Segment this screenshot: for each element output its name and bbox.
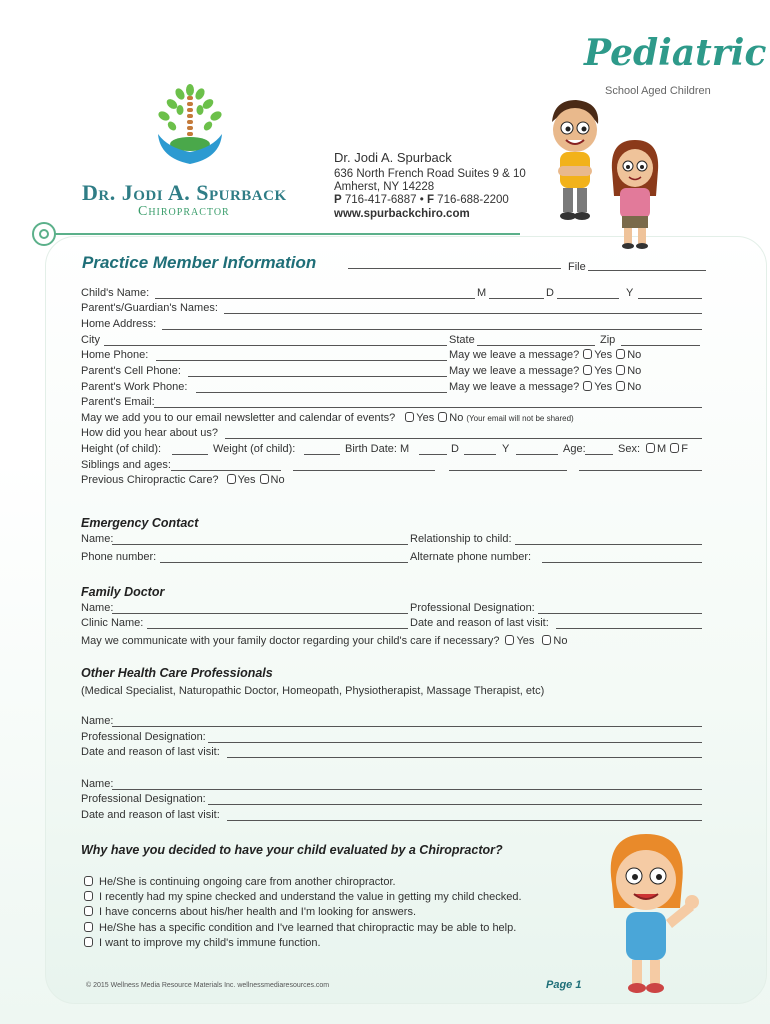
footer-copyright: © 2015 Wellness Media Resource Materials Inc. wellnessmediaresources.com [86, 982, 330, 989]
dob-d-field[interactable] [557, 288, 619, 299]
birth-y-field[interactable] [516, 444, 558, 455]
clinic-name-field[interactable] [147, 618, 408, 629]
hcp1-prof-label: Professional Designation: [81, 731, 206, 743]
spine-tree-logo [150, 82, 230, 174]
hcp1-last-visit-field[interactable] [227, 747, 702, 758]
alt-phone-label: Alternate phone number: [410, 551, 532, 563]
website-url[interactable]: www.spurbackchiro.com [334, 208, 470, 220]
relationship-field[interactable] [515, 534, 702, 545]
why-option-4-checkbox[interactable] [84, 922, 93, 932]
zip-label: Zip [600, 334, 616, 346]
guardians-label: Parent's/Guardian's Names: [81, 302, 218, 314]
practice-subtitle: Chiropractor [138, 204, 230, 219]
childs-name-field[interactable] [155, 288, 475, 299]
height-field[interactable] [172, 444, 208, 455]
cell-phone-label: Parent's Cell Phone: [81, 365, 181, 377]
home-phone-message-question: May we leave a message? Yes No [449, 349, 642, 361]
hcp2-prof-label: Professional Designation: [81, 793, 206, 805]
hcp1-prof-field[interactable] [208, 732, 702, 743]
header-divider [55, 233, 520, 235]
phone-fax-line: P 716-417-6887 • F 716-688-2200 [334, 194, 509, 206]
why-option-4[interactable]: He/She has a specific condition and I've learned that chiropractic may be able to help. [84, 921, 516, 935]
siblings-label: Siblings and ages: [81, 459, 171, 471]
hcp2-last-visit-label: Date and reason of last visit: [81, 809, 220, 821]
why-option-1[interactable]: He/She is continuing ongoing care from another chiropractor. [84, 875, 396, 889]
emergency-name-field[interactable] [112, 534, 408, 545]
cell-phone-message-question: May we leave a message? Yes No [449, 365, 642, 377]
practice-name: Dr. Jodi A. Spurback [82, 180, 287, 205]
family-doctor-last-visit-field[interactable] [556, 618, 702, 629]
state-label: State [449, 334, 475, 346]
title-underline [348, 258, 561, 269]
work-msg-no-checkbox[interactable] [616, 381, 625, 391]
why-title: Why have you decided to have your child evaluated by a Chiropractor? [81, 843, 503, 857]
other-hcp-title: Other Health Care Professionals [81, 666, 273, 680]
cell-msg-no-checkbox[interactable] [616, 365, 625, 375]
dob-y-field[interactable] [638, 288, 702, 299]
boy-cartoon-illustration [538, 96, 612, 226]
weight-label: Weight (of child): [213, 443, 296, 455]
ring-ornament-inner [39, 229, 49, 239]
emergency-phone-field[interactable] [160, 552, 408, 563]
address-line-1: 636 North French Road Suites 9 & 10 [334, 168, 526, 180]
previous-chiro-question: Previous Chiropractic Care? Yes No [81, 474, 285, 486]
cell-phone-field[interactable] [188, 366, 447, 377]
emergency-phone-label: Phone number: [81, 551, 157, 563]
birth-m-field[interactable] [419, 444, 447, 455]
birth-d-label: D [451, 443, 459, 455]
file-label: File [568, 261, 586, 273]
newsletter-yes-checkbox[interactable] [405, 412, 414, 422]
age-label: Age: [563, 443, 586, 455]
work-msg-yes-checkbox[interactable] [583, 381, 592, 391]
family-doctor-last-visit-label: Date and reason of last visit: [410, 617, 549, 629]
hcp2-last-visit-field[interactable] [227, 810, 702, 821]
family-doctor-name-field[interactable] [112, 603, 408, 614]
birth-date-label: Birth Date: M [345, 443, 410, 455]
why-option-2-checkbox[interactable] [84, 891, 93, 901]
form-title: Practice Member Information [82, 253, 317, 272]
girl-waving-illustration [596, 828, 704, 998]
sex-question: Sex: M F [618, 443, 688, 455]
home-msg-no-checkbox[interactable] [616, 349, 625, 359]
work-phone-label: Parent's Work Phone: [81, 381, 188, 393]
newsletter-no-checkbox[interactable] [438, 412, 447, 422]
siblings-field-3[interactable] [449, 460, 567, 471]
why-option-3-checkbox[interactable] [84, 906, 93, 916]
hcp1-name-label: Name: [81, 715, 114, 727]
home-address-field[interactable] [162, 319, 702, 330]
siblings-field-2[interactable] [293, 460, 435, 471]
siblings-field-4[interactable] [579, 460, 702, 471]
address-line-2: Amherst, NY 14228 [334, 181, 435, 193]
sex-m-checkbox[interactable] [646, 443, 655, 453]
family-doctor-title: Family Doctor [81, 585, 165, 599]
birth-d-field[interactable] [464, 444, 496, 455]
hear-about-field[interactable] [225, 428, 702, 439]
family-doctor-prof-field[interactable] [538, 603, 702, 614]
other-hcp-subtitle: (Medical Specialist, Naturopathic Doctor, Homeopath, Physiotherapist, Massage Therapist, etc) [81, 685, 545, 697]
why-option-5-checkbox[interactable] [84, 937, 93, 947]
doctor-name: Dr. Jodi A. Spurback [334, 150, 452, 165]
work-phone-message-question: May we leave a message? Yes No [449, 381, 642, 393]
page-number: Page 1 [546, 979, 582, 991]
alt-phone-field[interactable] [542, 552, 702, 563]
why-option-3[interactable]: I have concerns about his/her health and I'm looking for answers. [84, 905, 416, 919]
hcp1-name-field[interactable] [112, 716, 702, 727]
family-doctor-prof-label: Professional Designation: [410, 602, 535, 614]
zip-field[interactable] [621, 335, 700, 346]
weight-field[interactable] [304, 444, 340, 455]
home-msg-yes-checkbox[interactable] [583, 349, 592, 359]
emergency-name-label: Name: [81, 533, 114, 545]
work-phone-field[interactable] [196, 382, 447, 393]
prev-chiro-no-checkbox[interactable] [260, 474, 269, 484]
family-doctor-name-label: Name: [81, 602, 114, 614]
hcp2-name-field[interactable] [112, 779, 702, 790]
file-field[interactable] [588, 260, 706, 271]
newsletter-question: May we add you to our email newsletter and calendar of events? Yes No (Your email will not be shared) [81, 412, 574, 424]
childs-name-label: Child's Name: [81, 287, 150, 299]
hcp2-prof-field[interactable] [208, 794, 702, 805]
email-label: Parent's Email: [81, 396, 155, 408]
communicate-no-checkbox[interactable] [542, 635, 551, 645]
city-label: City [81, 334, 100, 346]
communicate-question: May we communicate with your family doctor regarding your child's care if necessary? Yes No [81, 635, 568, 647]
relationship-label: Relationship to child: [410, 533, 512, 545]
guardians-field[interactable] [224, 303, 702, 314]
girl-cartoon-illustration [606, 136, 664, 252]
why-option-2[interactable]: I recently had my spine checked and understand the value in getting my child checked. [84, 890, 522, 904]
brand-title: Pediatric [584, 32, 767, 74]
emergency-title: Emergency Contact [81, 516, 199, 530]
dob-m-label: M [477, 287, 487, 299]
age-field[interactable] [585, 444, 613, 455]
hcp2-name-label: Name: [81, 778, 114, 790]
cell-msg-yes-checkbox[interactable] [583, 365, 592, 375]
dob-d-label: D [546, 287, 554, 299]
home-address-label: Home Address: [81, 318, 157, 330]
communicate-yes-checkbox[interactable] [505, 635, 514, 645]
birth-y-label: Y [502, 443, 510, 455]
city-field[interactable] [104, 335, 447, 346]
why-option-5[interactable]: I want to improve my child's immune function. [84, 936, 321, 950]
email-field[interactable] [154, 397, 702, 408]
prev-chiro-yes-checkbox[interactable] [227, 474, 236, 484]
home-phone-label: Home Phone: [81, 349, 149, 361]
height-label: Height (of child): [81, 443, 162, 455]
siblings-field-1[interactable] [171, 460, 281, 471]
state-field[interactable] [477, 335, 595, 346]
hcp1-last-visit-label: Date and reason of last visit: [81, 746, 220, 758]
hear-about-label: How did you hear about us? [81, 427, 218, 439]
why-option-1-checkbox[interactable] [84, 876, 93, 886]
clinic-name-label: Clinic Name: [81, 617, 144, 629]
home-phone-field[interactable] [156, 350, 447, 361]
brand-subtitle: School Aged Children [605, 85, 711, 97]
dob-y-label: Y [626, 287, 634, 299]
sex-f-checkbox[interactable] [670, 443, 679, 453]
dob-m-field[interactable] [489, 288, 544, 299]
